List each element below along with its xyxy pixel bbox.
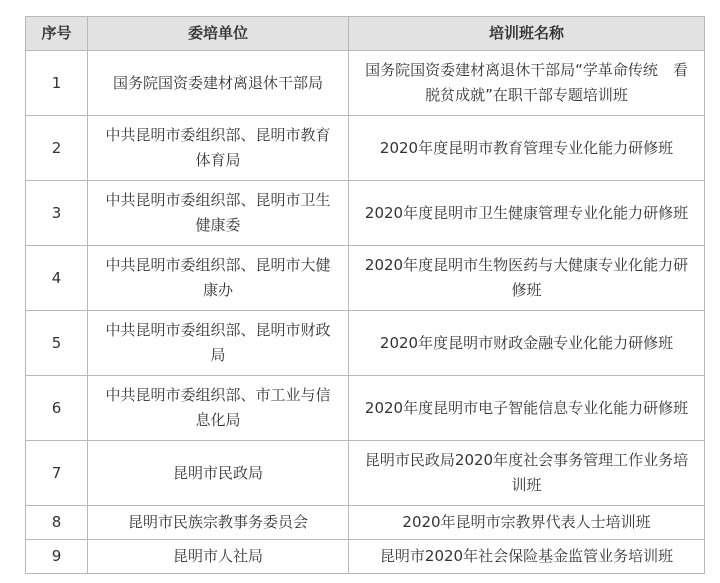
row-course: 昆明市民政局2020年度社会事务管理工作业务培训班 bbox=[349, 441, 705, 506]
row-no: 4 bbox=[26, 246, 88, 311]
row-unit: 中共昆明市委组织部、昆明市卫生健康委 bbox=[88, 181, 349, 246]
row-no: 5 bbox=[26, 311, 88, 376]
table-row bbox=[26, 441, 705, 506]
row-unit: 中共昆明市委组织部、市工业与信息化局 bbox=[88, 376, 349, 441]
header-row bbox=[26, 17, 705, 51]
row-unit: 中共昆明市委组织部、昆明市大健康办 bbox=[88, 246, 349, 311]
row-no: 1 bbox=[26, 51, 88, 116]
row-course: 2020年度昆明市教育管理专业化能力研修班 bbox=[349, 116, 705, 181]
row-unit: 中共昆明市委组织部、昆明市教育体育局 bbox=[88, 116, 349, 181]
row-unit: 昆明市人社局 bbox=[88, 540, 349, 574]
row-unit: 昆明市民政局 bbox=[88, 441, 349, 506]
table-row bbox=[26, 116, 705, 181]
row-unit: 昆明市民族宗教事务委员会 bbox=[88, 506, 349, 540]
table-row bbox=[26, 311, 705, 376]
row-no: 3 bbox=[26, 181, 88, 246]
table-row bbox=[26, 506, 705, 540]
row-no: 9 bbox=[26, 540, 88, 574]
row-no: 2 bbox=[26, 116, 88, 181]
table-row bbox=[26, 51, 705, 116]
table-row bbox=[26, 540, 705, 574]
row-course: 2020年度昆明市电子智能信息专业化能力研修班 bbox=[349, 376, 705, 441]
row-course: 2020年度昆明市财政金融专业化能力研修班 bbox=[349, 311, 705, 376]
table-row bbox=[26, 376, 705, 441]
table-row bbox=[26, 181, 705, 246]
header-no: 序号 bbox=[26, 17, 88, 51]
row-course: 2020年昆明市宗教界代表人士培训班 bbox=[349, 506, 705, 540]
header-course: 培训班名称 bbox=[349, 17, 705, 51]
row-no: 7 bbox=[26, 441, 88, 506]
row-course: 昆明市2020年社会保险基金监管业务培训班 bbox=[349, 540, 705, 574]
row-no: 8 bbox=[26, 506, 88, 540]
header-unit: 委培单位 bbox=[88, 17, 349, 51]
row-course: 2020年度昆明市生物医药与大健康专业化能力研修班 bbox=[349, 246, 705, 311]
training-table bbox=[25, 16, 705, 574]
row-course: 国务院国资委建材离退休干部局“学革命传统 看脱贫成就”在职干部专题培训班 bbox=[349, 51, 705, 116]
row-unit: 中共昆明市委组织部、昆明市财政局 bbox=[88, 311, 349, 376]
row-no: 6 bbox=[26, 376, 88, 441]
row-unit: 国务院国资委建材离退休干部局 bbox=[88, 51, 349, 116]
row-course: 2020年度昆明市卫生健康管理专业化能力研修班 bbox=[349, 181, 705, 246]
table-row bbox=[26, 246, 705, 311]
